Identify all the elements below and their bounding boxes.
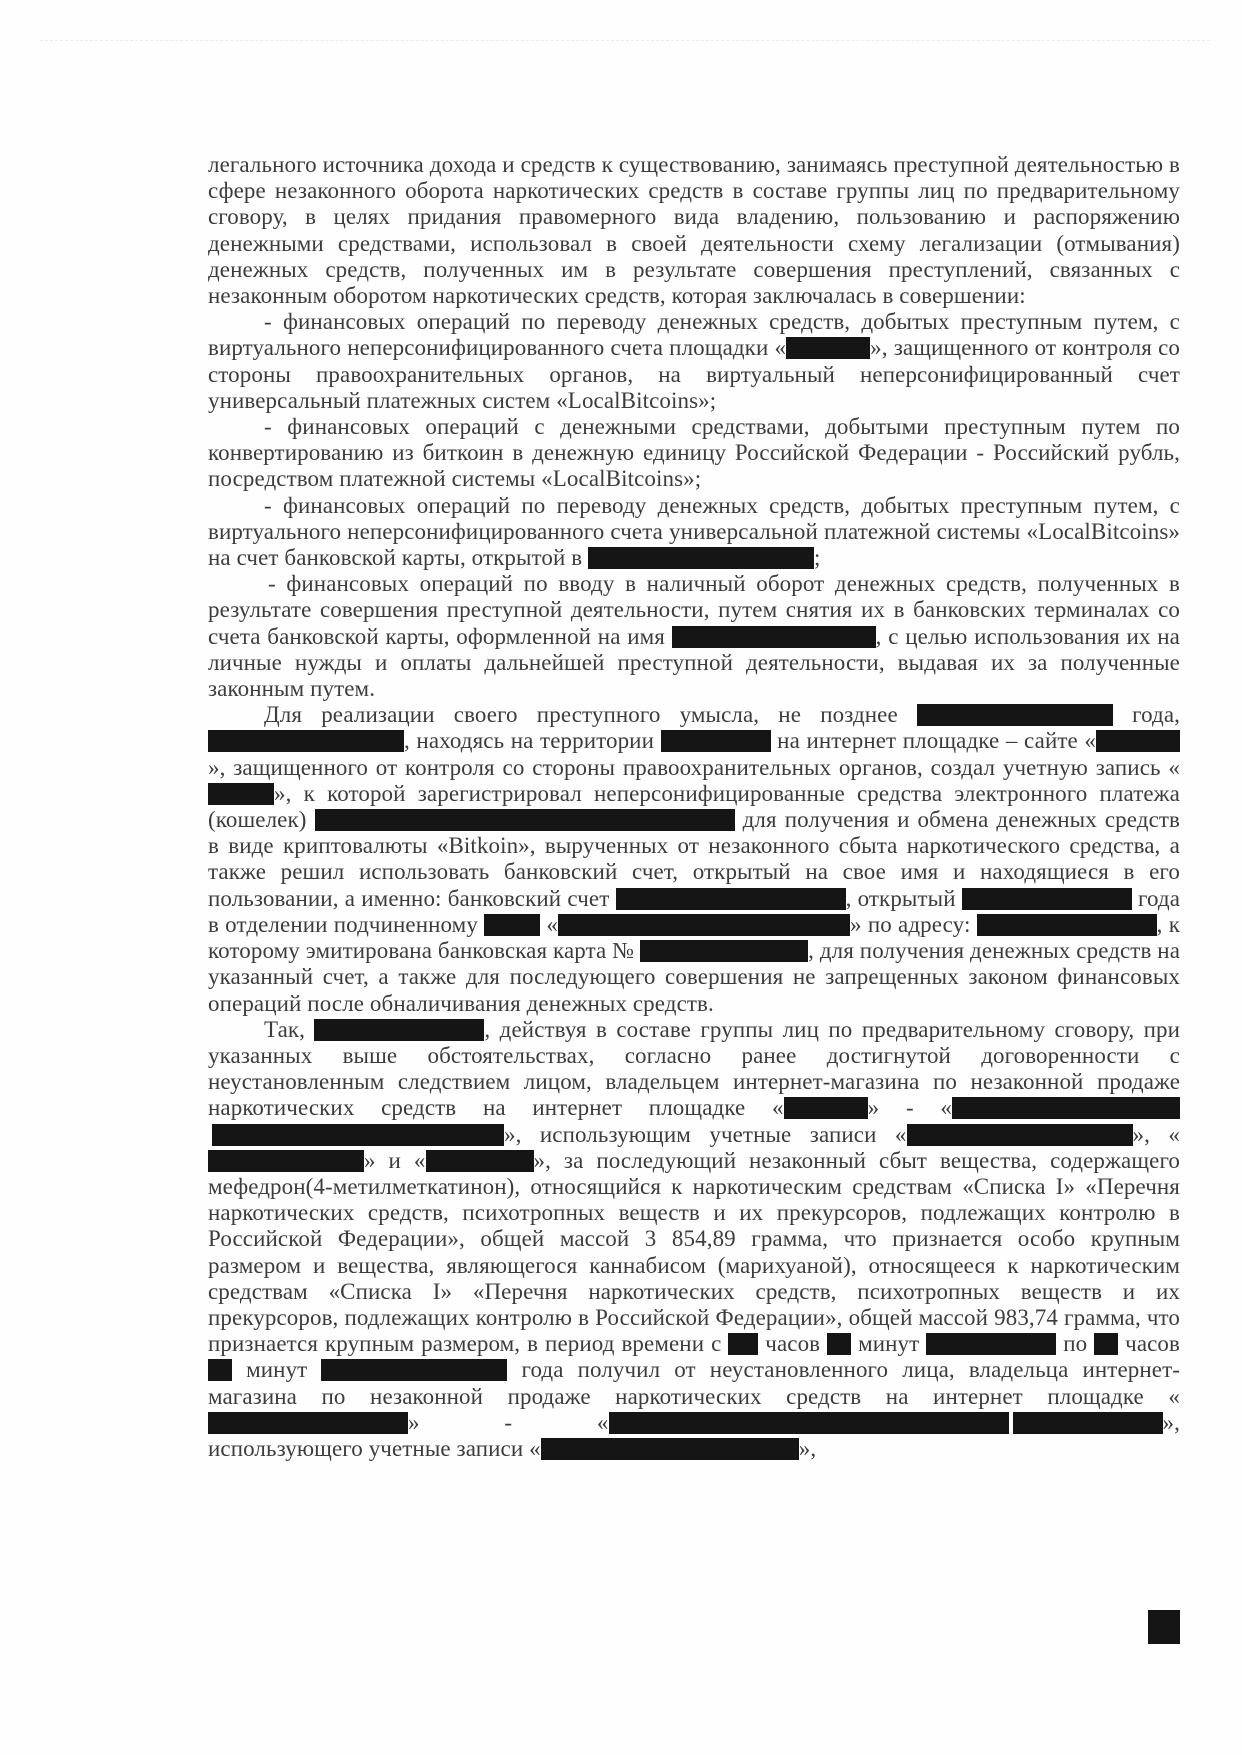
- paragraph-text: , к которому эмитирована банковская карта №: [208, 911, 1180, 964]
- paragraph-text: Для реализации своего преступного умысла, не позднее: [264, 702, 917, 728]
- redaction-bar: [212, 1124, 504, 1146]
- paragraph-2: [208, 309, 1180, 414]
- redaction-bar: [977, 914, 1157, 936]
- paragraph-1: [208, 152, 1180, 309]
- paragraph-text: »,: [798, 1435, 817, 1461]
- redaction-bar: [1096, 730, 1180, 752]
- paragraph-text: », использующего учетные записи «: [208, 1409, 1180, 1461]
- redaction-bar: [208, 1359, 232, 1381]
- paragraph-text: » - «: [408, 1409, 609, 1435]
- paragraph-text: , находясь на территории: [404, 728, 661, 754]
- paragraph-text: часов: [758, 1331, 828, 1357]
- paragraph-text: «: [540, 911, 558, 937]
- document-body: [208, 152, 1180, 1462]
- redaction-bar: [616, 888, 846, 910]
- paragraph-text: года,: [1112, 702, 1180, 728]
- redaction-bar: [661, 730, 771, 752]
- redaction-bar: [672, 626, 876, 648]
- redaction-bar: [484, 914, 540, 936]
- redaction-bar: [208, 1150, 364, 1172]
- redaction-bar: [588, 547, 814, 569]
- redaction-bar: [426, 1150, 534, 1172]
- redaction-bar: [1148, 1610, 1180, 1644]
- paragraph-4: [208, 493, 1180, 572]
- paragraph-text: », за последующий незаконный сбыт вещества, содержащего мефедрон(4-метилметкатинон), относящийся к наркотическим средствам «Списка I» «Перечня наркотических средств, психотропных веществ и их прекурсоров, подлежащих контролю в Российской Федерации», общей массой 3 854,89 грамма, что признается особо крупным размером и вещества, являющегося каннабисом (марихуаной), относящееся к наркотическим средствам «Списка I» «Перечня наркотических средств, психотропных веществ и их прекурсоров, подлежащих контролю в Российской Федерации», общей массой 983,74 грамма, что признается крупным размером, в период времени с: [208, 1147, 1180, 1357]
- redaction-bar: [962, 888, 1132, 910]
- redaction-bar: [926, 1333, 1056, 1355]
- paragraph-text: , открытый: [845, 885, 962, 911]
- redaction-bar: [314, 1019, 484, 1041]
- paragraph-text: года получил от неустановленного лица, владельца интернет-магазина по незаконной продаже наркотических средств на интернет площадке «: [208, 1357, 1180, 1409]
- paragraph-text: ;: [814, 545, 821, 571]
- paragraph-text: для получения и обмена денежных средств в виде криптовалюты «Bitkoin», вырученных от незаконного сбыта наркотического средства, а также решил использовать банковский счет, открытый на свое имя и находящиеся в его пользовании, а именно: банковский счет: [208, 807, 1180, 911]
- redaction-bar: [558, 914, 850, 936]
- redaction-bar: [315, 809, 735, 831]
- paragraph-3: [208, 414, 1180, 493]
- redaction-bar: [321, 1359, 507, 1381]
- paragraph-6: [208, 702, 1180, 1016]
- paragraph-text: минут: [851, 1331, 927, 1357]
- paragraph-text: - финансовых операций с денежными средствами, добытыми преступным путем по конвертированию из биткоин в денежную единицу Российской Федерации - Российский рубль, посредством платежной системы «LocalBitcoins»;: [208, 414, 1180, 492]
- redaction-bar: [917, 704, 1113, 726]
- redaction-bar: [728, 1333, 758, 1355]
- scan-edge-line: [40, 40, 1210, 41]
- redaction-bar: [1094, 1333, 1118, 1355]
- redaction-bar: [1013, 1412, 1163, 1434]
- paragraph-text: , с целью использования их на личные нужды и оплаты дальнейшей преступной деятельности, выдавая их за полученные законным путем.: [208, 623, 1180, 702]
- redaction-bar: [784, 1097, 868, 1119]
- paragraph-text: минут: [232, 1357, 322, 1383]
- redaction-bar: [541, 1438, 799, 1460]
- paragraph-text: - финансовых операций по переводу денежных средств, добытых преступным путем, с виртуального неперсонифицированного счета площадки «: [208, 309, 1180, 361]
- paragraph-text: » - «: [867, 1095, 952, 1121]
- paragraph-text: - финансовых операций по переводу денежных средств, добытых преступным путем, с виртуального неперсонифицированного счета универсальной платежной системы «LocalBitcoins» на счет банковской карты, открытой в: [208, 492, 1180, 571]
- paragraph-text: - финансовых операций по вводу в наличный оборот денежных средств, полученных в результате совершения преступной деятельности, путем снятия их в банковских терминалах со счета банковской карты, оформленной на имя: [208, 571, 1180, 649]
- redaction-bar: [208, 730, 404, 752]
- paragraph-text: » и «: [364, 1147, 426, 1173]
- redaction-bar: [907, 1124, 1133, 1146]
- redaction-bar: [208, 1412, 408, 1434]
- paragraph-text: , для получения денежных средств на указанный счет, а также для последующего совершения не запрещенных законом финансовых операций после обналичивания денежных средств.: [208, 938, 1181, 1016]
- redaction-bar: [609, 1412, 1009, 1434]
- redaction-bar: [827, 1333, 851, 1355]
- paragraph-text: , действуя в составе группы лиц по предварительному сговору, при указанных выше обстоятельствах, согласно ранее достигнутой договоренности с неустановленным следствием лицом, владельцем интернет-магазина по незаконной продаже наркотических средств на интернет площадке «: [208, 1016, 1181, 1121]
- paragraph-text: года в отделении подчиненному: [208, 885, 1181, 937]
- paragraph-text: Так,: [264, 1016, 315, 1042]
- paragraph-text: » по адресу:: [850, 911, 977, 937]
- paragraph-text: по: [1056, 1331, 1095, 1357]
- redaction-bar: [952, 1097, 1180, 1119]
- redaction-bar: [786, 337, 870, 359]
- paragraph-text: », использующим учетные записи «: [504, 1121, 907, 1147]
- paragraph-text: », защищенного от контроля со стороны правоохранительных органов, создал учетную запись «: [208, 754, 1180, 780]
- redaction-bar: [208, 783, 274, 805]
- paragraph-7: [208, 1017, 1180, 1462]
- paragraph-text: », к которой зарегистрировал неперсонифицированные средства электронного платежа (кошелек): [208, 780, 1180, 833]
- paragraph-text: на интернет площадке – сайте «: [770, 728, 1096, 754]
- paragraph-text: часов: [1118, 1331, 1180, 1357]
- redaction-bar: [640, 940, 808, 962]
- paragraph-text: », защищенного от контроля со стороны правоохранительных органов, на виртуальный неперсонифицированный счет универсальный платежных систем «LocalBitcoins»;: [208, 335, 1180, 413]
- paragraph-5: [208, 571, 1180, 702]
- paragraph-text: », «: [1132, 1121, 1180, 1147]
- paragraph-text: легального источника дохода и средств к существованию, занимаясь преступной деятельностью в сфере незаконного оборота наркотических средств в составе группы лиц по предварительному сговору, в целях придания правомерного вида владению, пользованию и распоряжению денежными средствами, использовал в своей деятельности схему легализации (отмывания) денежных средств, полученных им в результате совершения преступлений, связанных с незаконным оборотом наркотических средств, которая заключалась в совершении:: [208, 152, 1180, 309]
